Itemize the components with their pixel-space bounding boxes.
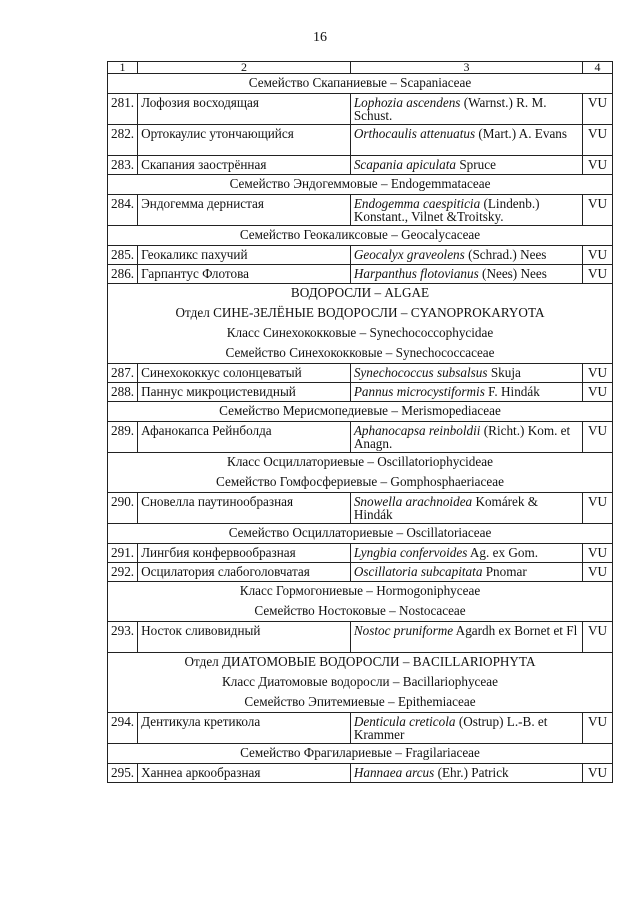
latin-authority: (Mart.) A. Evans [475, 126, 568, 141]
section-heading: Семейство Эндогеммовые – Endogemmataceae [108, 175, 613, 195]
section-row [108, 324, 613, 344]
section-heading: Семейство Фрагилариевые – Fragilariaceae [108, 744, 613, 764]
species-row [108, 383, 613, 402]
species-latin-name [350, 563, 582, 582]
species-latin-name [350, 764, 582, 783]
status-category: VU [583, 125, 613, 156]
status-category: VU [583, 544, 613, 563]
section-row [108, 693, 613, 713]
species-russian-name: Гарпантус Флотова [138, 265, 351, 284]
species-row [108, 195, 613, 226]
section-heading: Семейство Мерисмопедиевые – Merismopediaceae [108, 402, 613, 422]
section-row [108, 226, 613, 246]
status-category: VU [583, 764, 613, 783]
section-heading: Семейство Эпитемиевые – Epithemiaceae [108, 693, 613, 713]
latin-authority: (Lindenb.) Konstant., Vilnet &Troitsky. [353, 196, 540, 225]
species-number: 288. [108, 383, 138, 402]
species-latin-name [350, 156, 582, 175]
status-category: VU [583, 246, 613, 265]
latin-binomial: Harpanthus flotovianus [353, 266, 479, 281]
species-latin-name [350, 364, 582, 383]
latin-authority: Skuja [487, 365, 521, 380]
species-russian-name: Паннус микроцистевидный [138, 383, 351, 402]
section-row [108, 175, 613, 195]
species-row [108, 544, 613, 563]
species-number: 284. [108, 195, 138, 226]
species-latin-name [350, 265, 582, 284]
section-row [108, 582, 613, 602]
section-heading: Класс Осциллаториевые – Oscillatoriophycideae [108, 453, 613, 473]
species-row [108, 156, 613, 175]
species-row [108, 265, 613, 284]
section-row [108, 673, 613, 693]
latin-binomial: Denticula creticola [353, 714, 456, 729]
section-heading: Отдел ДИАТОМОВЫЕ ВОДОРОСЛИ – BACILLARIOPHYTA [108, 653, 613, 673]
species-row [108, 246, 613, 265]
species-number: 287. [108, 364, 138, 383]
section-heading: Отдел СИНЕ-ЗЕЛЁНЫЕ ВОДОРОСЛИ – CYANOPROKARYOTA [108, 304, 613, 324]
section-heading: Семейство Ностоковые – Nostocaceae [108, 602, 613, 622]
section-row [108, 284, 613, 304]
section-heading: Семейство Осциллаториевые – Oscillatoriaceae [108, 524, 613, 544]
status-category: VU [583, 383, 613, 402]
section-row [108, 74, 613, 94]
species-latin-name [350, 493, 582, 524]
section-row [108, 473, 613, 493]
latin-binomial: Pannus microcystiformis [353, 384, 485, 399]
species-number: 286. [108, 265, 138, 284]
species-number: 290. [108, 493, 138, 524]
column-number: 4 [583, 62, 613, 74]
latin-binomial: Aphanocapsa reinboldii [353, 423, 481, 438]
latin-binomial: Scapania apiculata [353, 157, 457, 172]
species-number: 289. [108, 422, 138, 453]
species-latin-name [350, 544, 582, 563]
section-heading: Семейство Геокаликсовые – Geocalycaceae [108, 226, 613, 246]
section-row [108, 653, 613, 673]
latin-authority: (Warnst.) R. M. Schust. [353, 95, 547, 124]
species-number: 294. [108, 713, 138, 744]
species-latin-name [350, 383, 582, 402]
species-row [108, 713, 613, 744]
column-number-row [108, 62, 613, 74]
species-latin-name [350, 195, 582, 226]
latin-authority: (Schrad.) Nees [464, 247, 547, 262]
species-russian-name: Афанокапса Рейнболда [138, 422, 351, 453]
column-number: 1 [108, 62, 138, 74]
status-category: VU [583, 156, 613, 175]
latin-binomial: Geocalyx graveolens [353, 247, 465, 262]
species-number: 281. [108, 94, 138, 125]
species-row [108, 622, 613, 653]
species-russian-name: Лингбия конфервообразная [138, 544, 351, 563]
section-heading: Класс Гормогониевые – Hormogoniphyceae [108, 582, 613, 602]
latin-authority: Spruce [456, 157, 496, 172]
species-russian-name: Ортокаулис утончающийся [138, 125, 351, 156]
species-russian-name: Ханнеа аркообразная [138, 764, 351, 783]
species-table-body [108, 62, 613, 783]
status-category: VU [583, 493, 613, 524]
column-number: 2 [138, 62, 351, 74]
section-row [108, 602, 613, 622]
status-category: VU [583, 622, 613, 653]
species-russian-name: Геокаликс пахучий [138, 246, 351, 265]
latin-authority: Komárek & Hindák [353, 494, 539, 523]
species-row [108, 125, 613, 156]
species-number: 283. [108, 156, 138, 175]
latin-authority: F. Hindák [484, 384, 540, 399]
latin-authority: (Ehr.) Patrick [434, 765, 509, 780]
latin-binomial: Endogemma caespiticia [353, 196, 481, 211]
status-category: VU [583, 422, 613, 453]
status-category: VU [583, 563, 613, 582]
latin-binomial: Snowella arachnoidea [353, 494, 473, 509]
status-category: VU [583, 265, 613, 284]
latin-binomial: Lyngbia confervoides [353, 545, 468, 560]
species-russian-name: Лофозия восходящая [138, 94, 351, 125]
species-latin-name [350, 125, 582, 156]
species-russian-name: Скапания заострённая [138, 156, 351, 175]
latin-authority: (Nees) Nees [478, 266, 547, 281]
latin-authority: Pnomar [482, 564, 527, 579]
species-latin-name [350, 94, 582, 125]
species-number: 282. [108, 125, 138, 156]
section-row [108, 453, 613, 473]
status-category: VU [583, 195, 613, 226]
latin-authority: Agardh ex Bornet et Fl [453, 623, 578, 638]
species-latin-name [350, 422, 582, 453]
species-latin-name [350, 622, 582, 653]
latin-authority: (Richt.) Kom. et Anagn. [353, 423, 571, 452]
latin-binomial: Nostoc pruniforme [353, 623, 454, 638]
section-row [108, 304, 613, 324]
section-heading: ВОДОРОСЛИ – ALGAE [108, 284, 613, 304]
latin-authority: Ag. ex Gom. [467, 545, 539, 560]
section-row [108, 524, 613, 544]
section-heading: Класс Синехококковые – Synechococcophycidae [108, 324, 613, 344]
species-latin-name [350, 246, 582, 265]
species-russian-name: Эндогемма дернистая [138, 195, 351, 226]
species-row [108, 422, 613, 453]
species-table [107, 61, 613, 783]
latin-binomial: Orthocaulis attenuatus [353, 126, 476, 141]
species-russian-name: Дентикула кретикола [138, 713, 351, 744]
species-number: 293. [108, 622, 138, 653]
latin-binomial: Synechococcus subsalsus [353, 365, 488, 380]
species-row [108, 493, 613, 524]
latin-binomial: Lophozia ascendens [353, 95, 461, 110]
species-number: 295. [108, 764, 138, 783]
species-row [108, 563, 613, 582]
species-row [108, 364, 613, 383]
species-russian-name: Сновелла паутинообразная [138, 493, 351, 524]
status-category: VU [583, 713, 613, 744]
page-number: 16 [313, 30, 327, 45]
section-heading: Семейство Синехококковые – Synechococcaceae [108, 344, 613, 364]
species-russian-name: Носток сливовидный [138, 622, 351, 653]
section-row [108, 344, 613, 364]
status-category: VU [583, 94, 613, 125]
status-category: VU [583, 364, 613, 383]
column-number: 3 [350, 62, 582, 74]
section-heading: Семейство Скапаниевые – Scapaniaceae [108, 74, 613, 94]
latin-binomial: Hannaea arcus [353, 765, 435, 780]
section-row [108, 402, 613, 422]
species-row [108, 94, 613, 125]
species-number: 292. [108, 563, 138, 582]
section-heading: Семейство Гомфосфериевые – Gomphosphaeriaceae [108, 473, 613, 493]
species-russian-name: Осцилатория слабоголовчатая [138, 563, 351, 582]
section-row [108, 744, 613, 764]
species-number: 285. [108, 246, 138, 265]
species-russian-name: Синехококкус солонцеватый [138, 364, 351, 383]
latin-binomial: Oscillatoria subcapitata [353, 564, 483, 579]
species-row [108, 764, 613, 783]
species-latin-name [350, 713, 582, 744]
section-heading: Класс Диатомовые водоросли – Bacillariophyceae [108, 673, 613, 693]
species-number: 291. [108, 544, 138, 563]
latin-authority: (Ostrup) L.-B. et Krammer [353, 714, 548, 743]
